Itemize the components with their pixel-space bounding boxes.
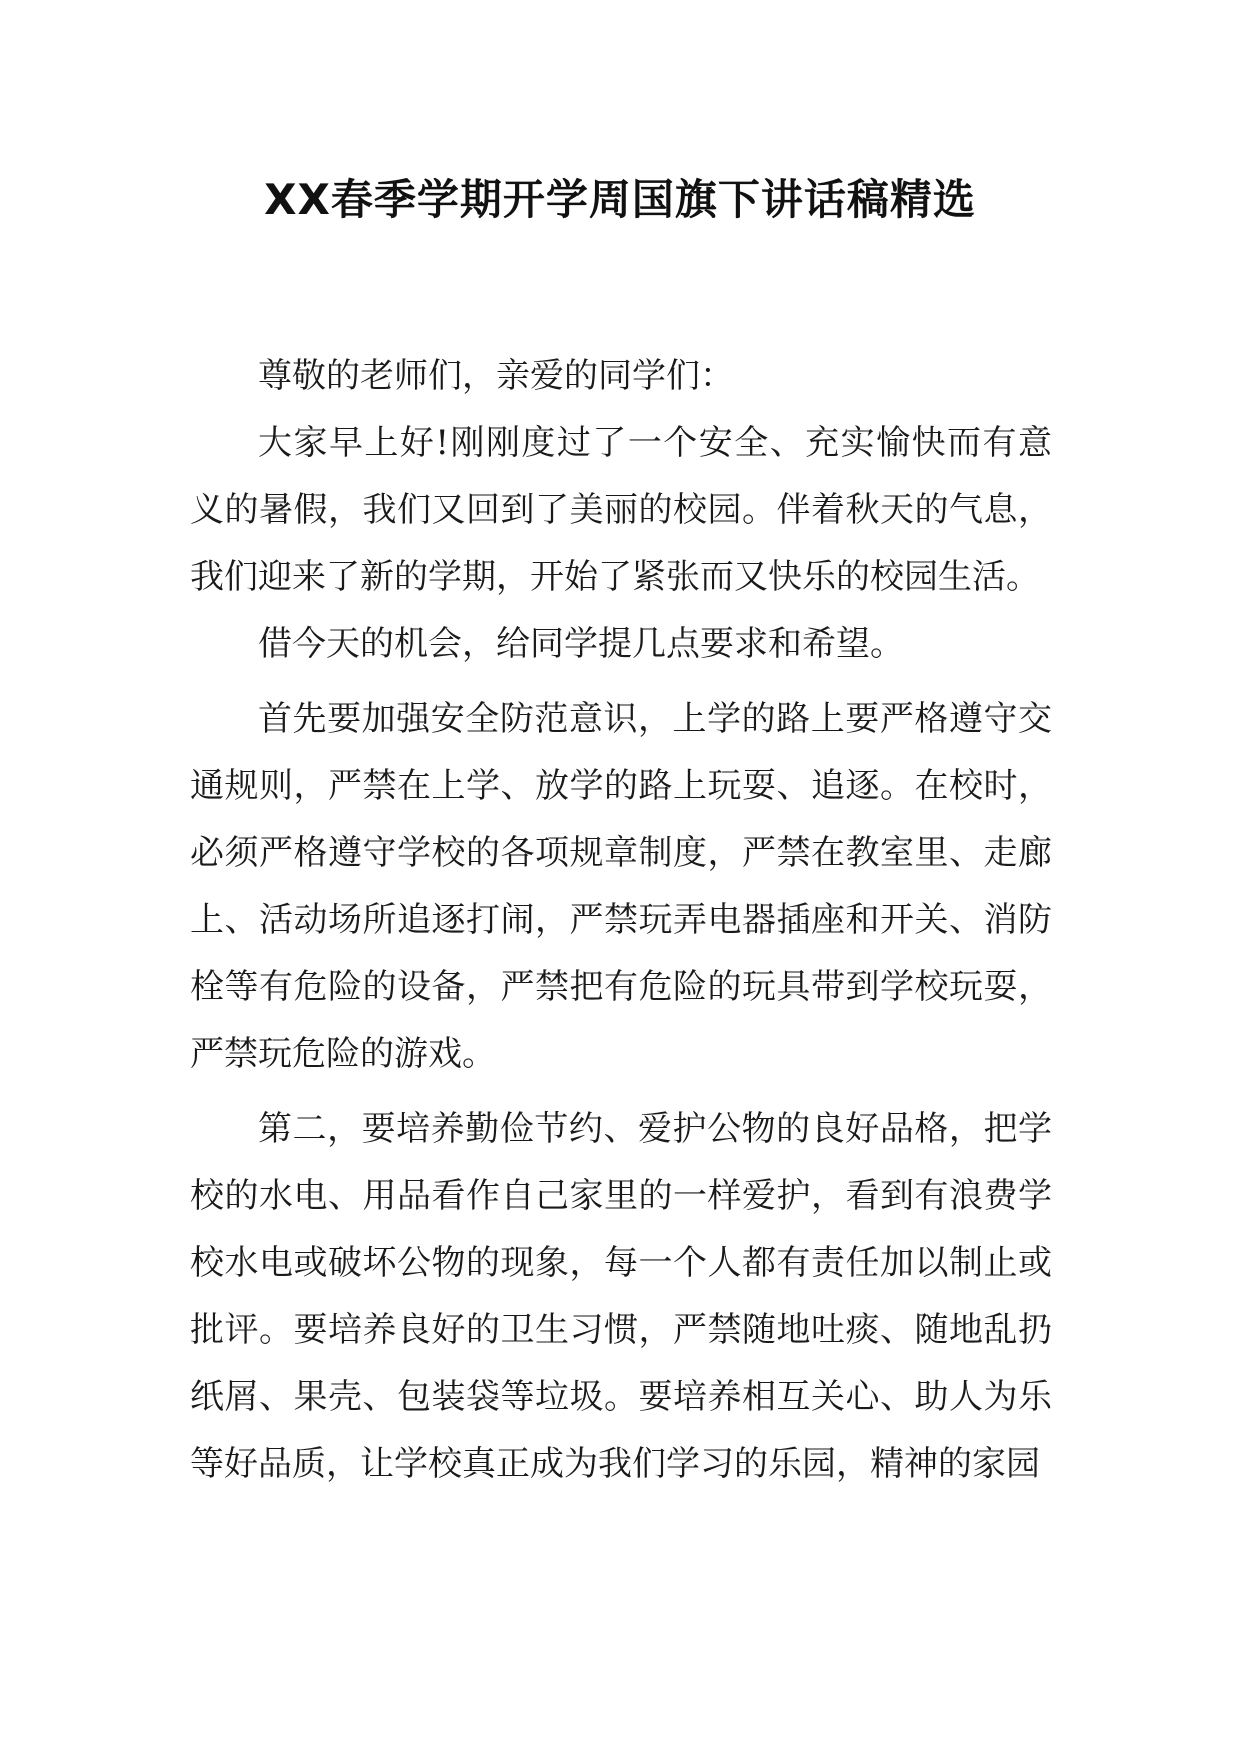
intro-paragraph: 借今天的机会，给同学提几点要求和希望。 <box>258 624 904 664</box>
greeting-paragraph: 大家早上好!刚刚度过了一个安全、充实愉快而有意义的暑假，我们又回到了美丽的校园。伴着秋天的气息，我们迎来了新的学期，开始了紧张而又快乐的校园生活。 <box>190 423 1052 597</box>
safety-paragraph: 首先要加强安全防范意识，上学的路上要严格遵守交通规则，严禁在上学、放学的路上玩耍、追逐。在校时，必须严格遵守学校的各项规章制度，严禁在教室里、走廊上、活动场所追逐打闹，严禁玩弄电器插座和开关、消防栓等有危险的设备，严禁把有危险的玩具带到学校玩耍，严禁玩危险的游戏。 <box>190 699 1052 1074</box>
thrift-paragraph: 第二，要培养勤俭节约、爱护公物的良好品格，把学校的水电、用品看作自己家里的一样爱护，看到有浪费学校水电或破坏公物的现象，每一个人都有责任加以制止或批评。要培养良好的卫生习惯，严禁随地吐痰、随地乱扔纸屑、果壳、包装袋等垃圾。要培养相互关心、助人为乐等好品质，让学校真正成为我们学习的乐园，精神的家园 <box>190 1109 1052 1484</box>
salutation-paragraph: 尊敬的老师们，亲爱的同学们： <box>258 356 734 396</box>
document-title: XX春季学期开学周国旗下讲话稿精选 <box>264 175 976 224</box>
document-body <box>190 343 1052 1498</box>
